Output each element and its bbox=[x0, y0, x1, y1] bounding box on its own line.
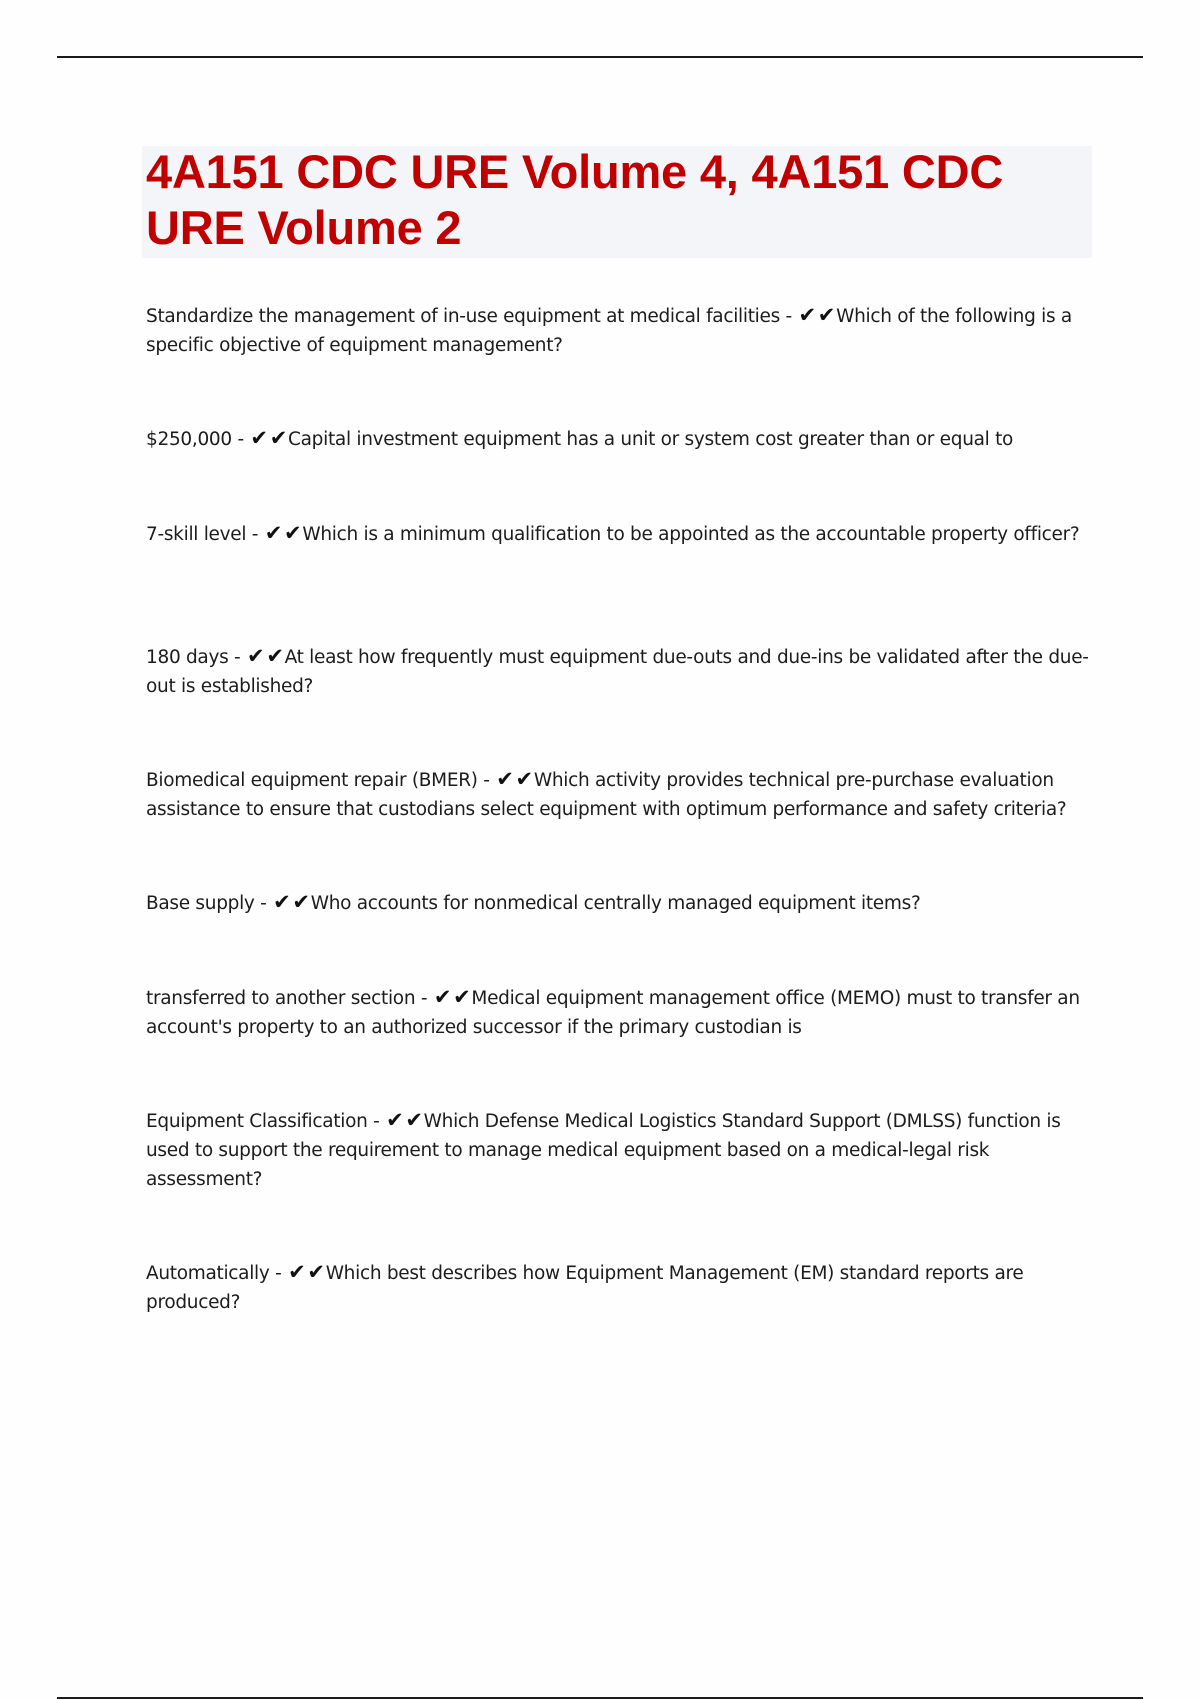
check-icon: ✔ bbox=[817, 303, 836, 327]
check-icon: ✔ bbox=[453, 985, 471, 1009]
question-text: At least how frequently must equipment due-outs and due-ins be validated after the due-out is established? bbox=[146, 647, 1089, 697]
check-icon: ✔ bbox=[250, 426, 268, 450]
answer-text: transferred to another section bbox=[146, 988, 416, 1009]
check-icon: ✔ bbox=[798, 303, 816, 327]
separator: - bbox=[415, 988, 433, 1009]
qa-item-1 bbox=[146, 302, 1096, 360]
qa-item-8 bbox=[146, 1107, 1096, 1194]
answer-text: 7-skill level bbox=[146, 524, 247, 545]
check-icon: ✔ bbox=[266, 644, 284, 668]
answer-text: $250,000 bbox=[146, 429, 232, 450]
qa-item-4 bbox=[146, 643, 1096, 701]
qa-item-7 bbox=[146, 984, 1096, 1042]
qa-item-5 bbox=[146, 766, 1096, 824]
qa-item-2 bbox=[146, 425, 1096, 454]
question-text: Who accounts for nonmedical centrally managed equipment items? bbox=[310, 893, 921, 914]
check-icon: ✔ bbox=[515, 767, 533, 791]
qa-item-3 bbox=[146, 520, 1096, 549]
check-icon: ✔ bbox=[284, 521, 302, 545]
separator: - bbox=[269, 1263, 288, 1284]
qa-item-6 bbox=[146, 889, 1096, 918]
check-icon: ✔ bbox=[496, 767, 514, 791]
answer-text: Automatically bbox=[146, 1263, 270, 1284]
check-icon: ✔ bbox=[307, 1260, 325, 1284]
check-icon: ✔ bbox=[264, 521, 283, 545]
question-text: Which Defense Medical Logistics Standard Support (DMLSS) function is used to support the requirement to manage medical equipment based on a medical-legal risk assessment? bbox=[146, 1111, 1061, 1190]
answer-text: Standardize the management of in-use equipment at medical facilities bbox=[146, 306, 780, 327]
check-icon: ✔ bbox=[273, 890, 291, 914]
bottom-rule bbox=[57, 1697, 1143, 1699]
check-icon: ✔ bbox=[288, 1260, 306, 1284]
question-text: Medical equipment management office (MEMO) must to transfer an account's property to an authorized successor if the primary custodian is bbox=[146, 988, 1080, 1038]
document-title: 4A151 CDC URE Volume 4, 4A151 CDC URE Volume 2 bbox=[146, 145, 1004, 254]
separator: - bbox=[367, 1111, 386, 1132]
check-icon: ✔ bbox=[292, 890, 310, 914]
check-icon: ✔ bbox=[247, 644, 265, 668]
separator: - bbox=[231, 429, 250, 450]
separator: - bbox=[477, 770, 496, 791]
answer-text: Base supply bbox=[146, 893, 255, 914]
separator: - bbox=[246, 524, 264, 545]
answer-text: Biomedical equipment repair (BMER) bbox=[146, 770, 478, 791]
check-icon: ✔ bbox=[433, 985, 452, 1009]
check-icon: ✔ bbox=[269, 426, 288, 450]
qa-item-9 bbox=[146, 1259, 1096, 1317]
separator: - bbox=[779, 306, 798, 327]
question-text: Which of the following is a specific objective of equipment management? bbox=[146, 306, 1072, 356]
top-rule bbox=[57, 56, 1143, 58]
check-icon: ✔ bbox=[405, 1108, 423, 1132]
answer-text: 180 days bbox=[146, 647, 229, 668]
separator: - bbox=[254, 893, 273, 914]
question-text: Capital investment equipment has a unit or system cost greater than or equal to bbox=[288, 429, 1014, 450]
answer-text: Equipment Classification bbox=[146, 1111, 368, 1132]
question-text: Which best describes how Equipment Management (EM) standard reports are produced? bbox=[146, 1263, 1024, 1313]
question-text: Which activity provides technical pre-purchase evaluation assistance to ensure that custodians select equipment with optimum performance and safety criteria? bbox=[146, 770, 1067, 820]
question-text: Which is a minimum qualification to be appointed as the accountable property officer? bbox=[302, 524, 1080, 545]
check-icon: ✔ bbox=[386, 1108, 404, 1132]
separator: - bbox=[228, 647, 247, 668]
